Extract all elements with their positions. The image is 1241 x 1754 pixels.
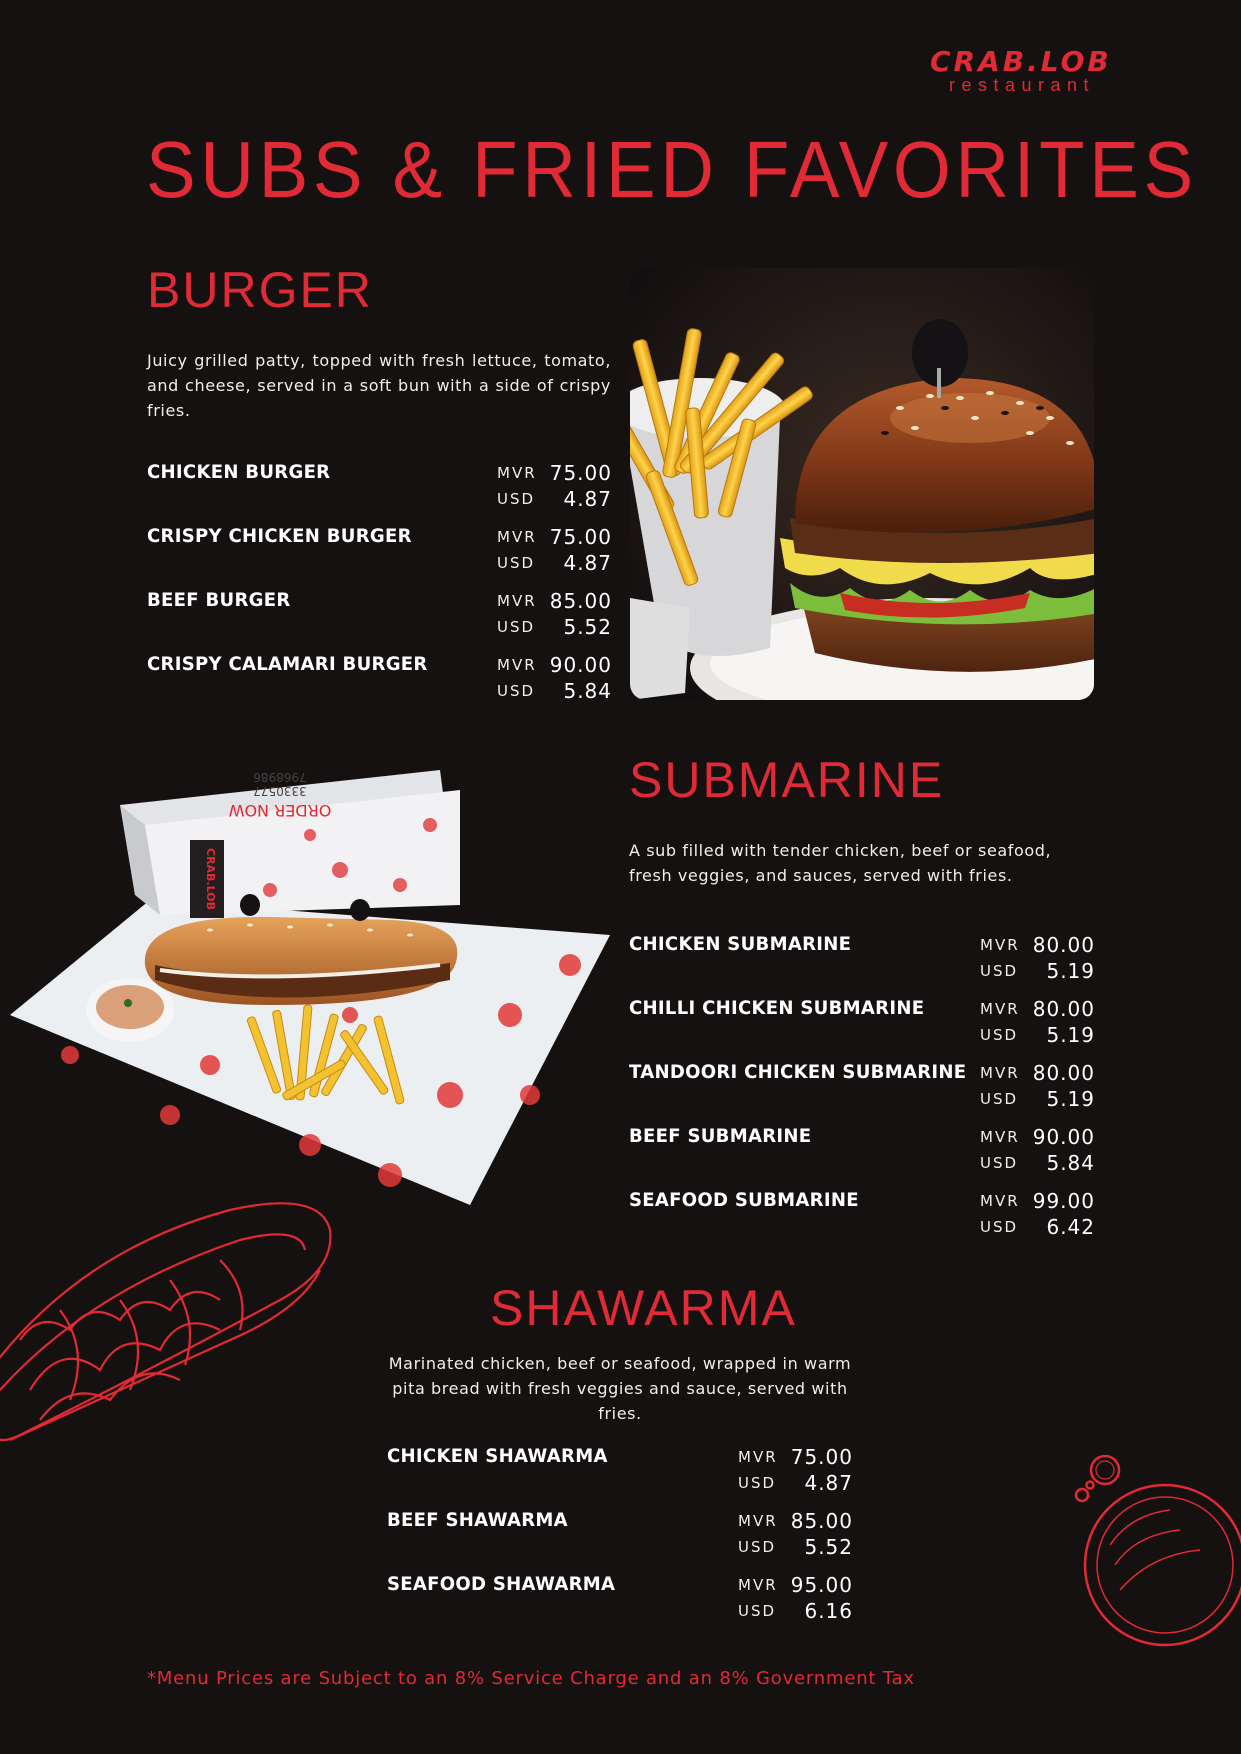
price-usd-row bbox=[497, 487, 612, 513]
currency-label-mvr: MVR bbox=[980, 1000, 1020, 1018]
item-name: CHICKEN SHAWARMA bbox=[387, 1445, 608, 1467]
price-usd-row bbox=[497, 679, 612, 705]
currency-label-mvr: MVR bbox=[980, 1128, 1020, 1146]
currency-label-usd: USD bbox=[980, 962, 1019, 980]
price-usd: 5.19 bbox=[1046, 1023, 1095, 1047]
burger-description: Juicy grilled patty, topped with fresh lettuce, tomato, and cheese, served in a soft bun with a side of crispy fries. bbox=[147, 351, 611, 420]
price-usd-row bbox=[497, 615, 612, 641]
price-usd: 6.16 bbox=[804, 1599, 853, 1623]
price-usd-row bbox=[738, 1535, 853, 1561]
item-name: SEAFOOD SHAWARMA bbox=[387, 1573, 616, 1595]
price-mvr-row bbox=[980, 933, 1095, 959]
burger-section-title: BURGER bbox=[147, 262, 373, 318]
shawarma-menu-item bbox=[387, 1509, 853, 1565]
submarine-menu-item bbox=[629, 1061, 1095, 1117]
item-name: BEEF SUBMARINE bbox=[629, 1125, 812, 1147]
price-mvr: 75.00 bbox=[790, 1445, 853, 1469]
currency-label-usd: USD bbox=[738, 1602, 777, 1620]
price-mvr: 80.00 bbox=[1032, 933, 1095, 957]
price-mvr: 90.00 bbox=[549, 653, 612, 677]
burger-menu-item bbox=[147, 653, 612, 709]
price-usd-row bbox=[980, 1087, 1095, 1113]
item-name: CHICKEN SUBMARINE bbox=[629, 933, 852, 955]
box-phone1-print: 3330577 bbox=[253, 784, 307, 798]
bubbles-decoration bbox=[1070, 1455, 1241, 1655]
shawarma-section-title: SHAWARMA bbox=[490, 1280, 797, 1336]
price-usd-row bbox=[980, 1023, 1095, 1049]
currency-label-usd: USD bbox=[497, 490, 536, 508]
price-mvr-row bbox=[497, 653, 612, 679]
price-mvr-row bbox=[980, 1061, 1095, 1087]
currency-label-mvr: MVR bbox=[497, 528, 537, 546]
price-usd-row bbox=[980, 1151, 1095, 1177]
price-mvr-row bbox=[497, 461, 612, 487]
currency-label-mvr: MVR bbox=[980, 1192, 1020, 1210]
price-usd: 5.19 bbox=[1046, 959, 1095, 983]
item-name: CRISPY CHICKEN BURGER bbox=[147, 525, 412, 547]
submarine-description: A sub filled with tender chicken, beef or seafood, fresh veggies, and sauces, served with fries. bbox=[629, 841, 1052, 885]
price-mvr-row bbox=[738, 1509, 853, 1535]
currency-label-mvr: MVR bbox=[738, 1448, 778, 1466]
price-usd: 4.87 bbox=[804, 1471, 853, 1495]
currency-label-mvr: MVR bbox=[738, 1576, 778, 1594]
box-order-now-print: ORDER NOW bbox=[228, 801, 332, 820]
burger-menu-item bbox=[147, 589, 612, 645]
shawarma-description: Marinated chicken, beef or seafood, wrapped in warm pita bread with fresh veggies and sauce, served with fries. bbox=[388, 1354, 852, 1423]
price-mvr: 85.00 bbox=[549, 589, 612, 613]
price-mvr: 75.00 bbox=[549, 461, 612, 485]
currency-label-usd: USD bbox=[980, 1090, 1019, 1108]
price-mvr: 95.00 bbox=[790, 1573, 853, 1597]
price-usd-row bbox=[738, 1599, 853, 1625]
brand-logo bbox=[930, 45, 1112, 95]
burger-menu-item bbox=[147, 461, 612, 517]
price-mvr-row bbox=[497, 589, 612, 615]
submarine-section-title: SUBMARINE bbox=[629, 752, 945, 808]
price-usd: 5.52 bbox=[804, 1535, 853, 1559]
submarine-menu-item bbox=[629, 1189, 1095, 1245]
currency-label-usd: USD bbox=[497, 682, 536, 700]
price-usd: 5.84 bbox=[563, 679, 612, 703]
currency-label-mvr: MVR bbox=[497, 656, 537, 674]
item-name: TANDOORI CHICKEN SUBMARINE bbox=[629, 1061, 967, 1083]
brand-name: CRAB.LOB bbox=[930, 45, 1112, 78]
submarine-menu-item bbox=[629, 933, 1095, 989]
currency-label-usd: USD bbox=[980, 1154, 1019, 1172]
currency-label-mvr: MVR bbox=[738, 1512, 778, 1530]
item-name: CHICKEN BURGER bbox=[147, 461, 331, 483]
price-usd: 5.52 bbox=[563, 615, 612, 639]
item-name: SEAFOOD SUBMARINE bbox=[629, 1189, 859, 1211]
price-mvr-row bbox=[497, 525, 612, 551]
burger-menu-item bbox=[147, 525, 612, 581]
price-usd-row bbox=[738, 1471, 853, 1497]
submarine-menu-item bbox=[629, 997, 1095, 1053]
currency-label-usd: USD bbox=[738, 1474, 777, 1492]
price-mvr-row bbox=[980, 997, 1095, 1023]
box-brand-print: CRAB.LOB bbox=[204, 848, 217, 910]
item-name: CRISPY CALAMARI BURGER bbox=[147, 653, 428, 675]
sandwich-sketch-decoration bbox=[0, 1190, 340, 1450]
submarine-menu-item bbox=[629, 1125, 1095, 1181]
currency-label-usd: USD bbox=[497, 618, 536, 636]
price-mvr-row bbox=[980, 1125, 1095, 1151]
price-mvr: 80.00 bbox=[1032, 1061, 1095, 1085]
submarine-photo bbox=[10, 765, 610, 1215]
price-mvr-row bbox=[738, 1445, 853, 1471]
currency-label-mvr: MVR bbox=[497, 464, 537, 482]
price-usd: 5.19 bbox=[1046, 1087, 1095, 1111]
price-mvr: 85.00 bbox=[790, 1509, 853, 1533]
item-name: BEEF BURGER bbox=[147, 589, 291, 611]
brand-subtitle: restaurant bbox=[948, 75, 1095, 95]
shawarma-menu-item bbox=[387, 1445, 853, 1501]
price-mvr: 99.00 bbox=[1032, 1189, 1095, 1213]
price-usd-row bbox=[980, 1215, 1095, 1241]
price-usd: 4.87 bbox=[563, 551, 612, 575]
price-mvr: 80.00 bbox=[1032, 997, 1095, 1021]
price-usd-row bbox=[980, 959, 1095, 985]
shawarma-menu-item bbox=[387, 1573, 853, 1629]
currency-label-usd: USD bbox=[738, 1538, 777, 1556]
currency-label-usd: USD bbox=[497, 554, 536, 572]
currency-label-mvr: MVR bbox=[980, 1064, 1020, 1082]
currency-label-usd: USD bbox=[980, 1026, 1019, 1044]
burger-photo bbox=[630, 268, 1094, 700]
item-name: CHILLI CHICKEN SUBMARINE bbox=[629, 997, 925, 1019]
price-usd: 4.87 bbox=[563, 487, 612, 511]
price-mvr: 75.00 bbox=[549, 525, 612, 549]
price-mvr: 90.00 bbox=[1032, 1125, 1095, 1149]
price-usd-row bbox=[497, 551, 612, 577]
page-title: SUBS & FRIED FAVORITES bbox=[146, 125, 1198, 214]
tax-footnote: *Menu Prices are Subject to an 8% Service Charge and an 8% Government Tax bbox=[147, 1668, 915, 1689]
price-usd: 5.84 bbox=[1046, 1151, 1095, 1175]
price-mvr-row bbox=[738, 1573, 853, 1599]
price-mvr-row bbox=[980, 1189, 1095, 1215]
price-usd: 6.42 bbox=[1046, 1215, 1095, 1239]
currency-label-usd: USD bbox=[980, 1218, 1019, 1236]
currency-label-mvr: MVR bbox=[497, 592, 537, 610]
box-phone2-print: 7968986 bbox=[253, 770, 307, 784]
currency-label-mvr: MVR bbox=[980, 936, 1020, 954]
item-name: BEEF SHAWARMA bbox=[387, 1509, 568, 1531]
